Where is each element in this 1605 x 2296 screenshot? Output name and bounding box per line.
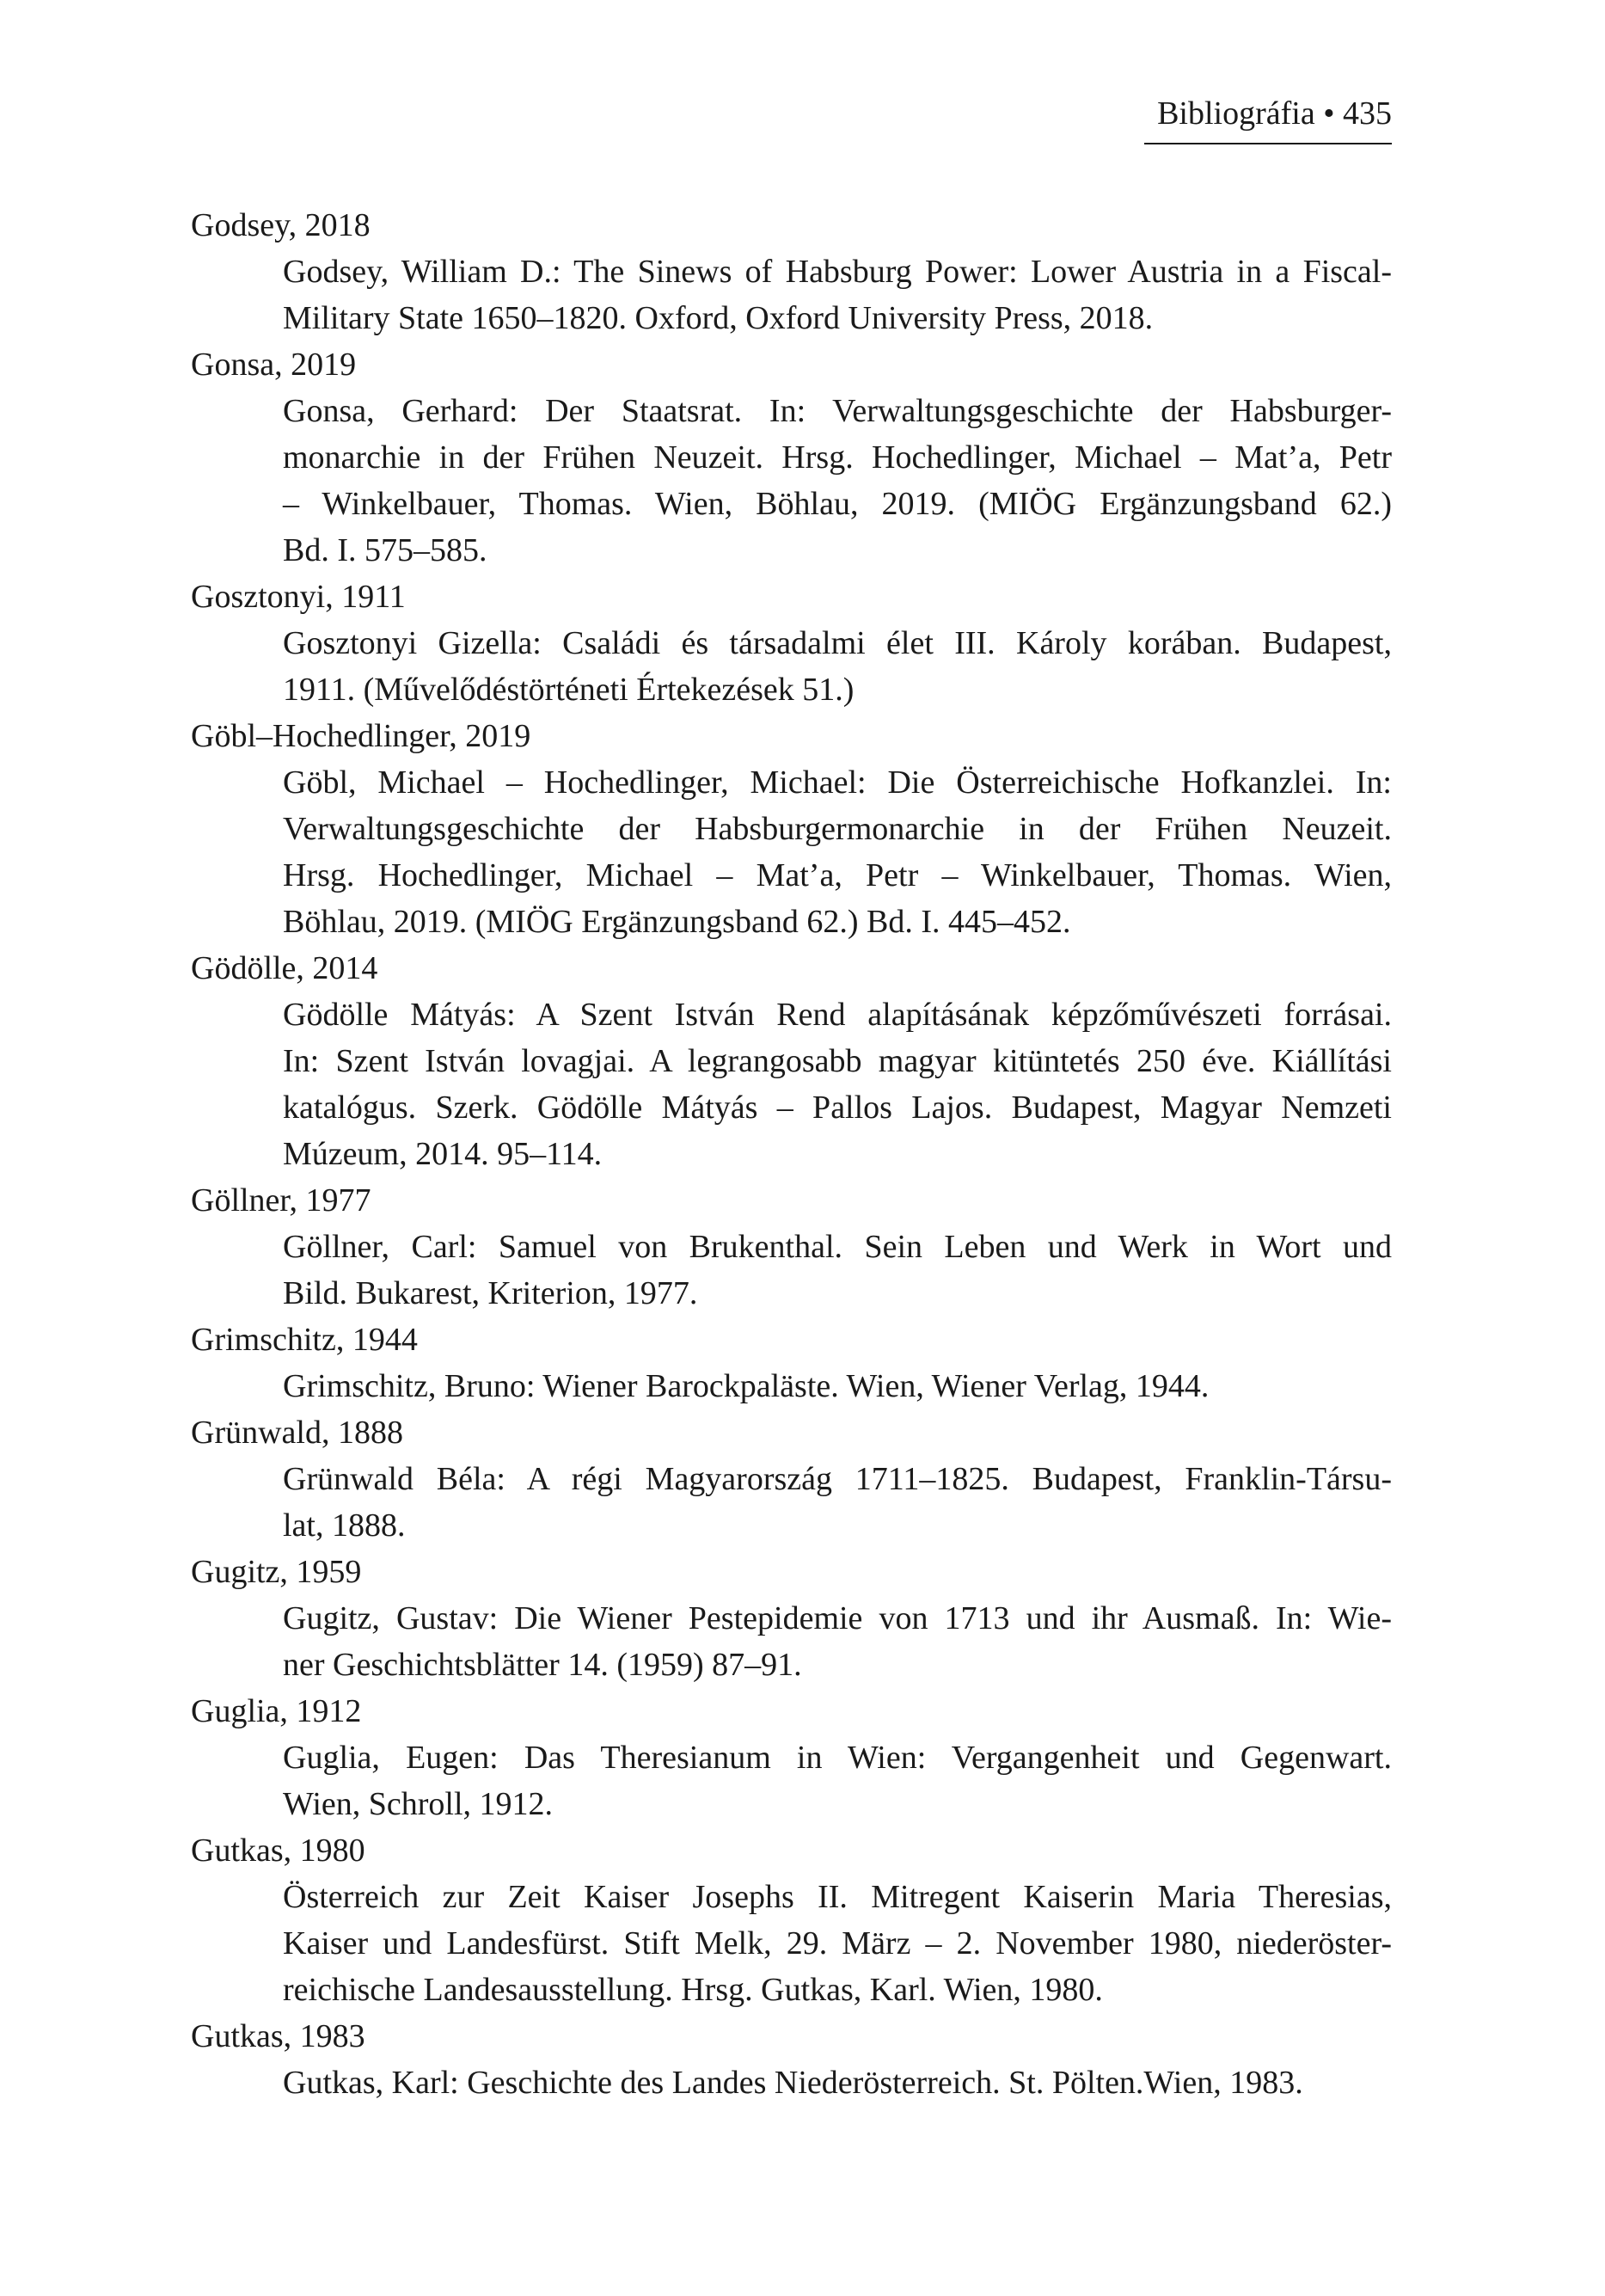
reference-line: Böhlau, 2019. (MIÖG Ergänzungsband 62.) Bd. I. 445–452. — [283, 904, 1071, 940]
entry-reference — [283, 1456, 1392, 1549]
reference-line: Gosztonyi Gizella: Családi és társadalmi élet III. Károly korában. Budapest, — [283, 625, 1392, 661]
reference-line: – Winkelbauer, Thomas. Wien, Böhlau, 2019. (MIÖG Ergänzungsband 62.) — [283, 486, 1392, 522]
reference-line: reichische Landesausstellung. Hrsg. Gutkas, Karl. Wien, 1980. — [283, 1972, 1103, 2008]
entry-reference — [283, 991, 1392, 1177]
entry-key: Göllner, 1977 — [191, 1182, 371, 1219]
running-head-rule — [1144, 143, 1392, 144]
reference-line: Múzeum, 2014. 95–114. — [283, 1136, 603, 1172]
entry-reference — [283, 1363, 1392, 1409]
entry-reference — [283, 2060, 1392, 2106]
reference-line: Bd. I. 575–585. — [283, 532, 487, 568]
entry-reference — [283, 1734, 1392, 1827]
reference-line: 1911. (Művelődéstörténeti Értekezések 51.) — [283, 672, 855, 708]
bibliography-entry — [191, 1827, 1392, 2013]
entry-key: Godsey, 2018 — [191, 207, 371, 243]
reference-line: Göbl, Michael – Hochedlinger, Michael: Die Österreichische Hofkanzlei. In: — [283, 764, 1392, 801]
reference-line: Verwaltungsgeschichte der Habsburgermonarchie in der Frühen Neuzeit. — [283, 811, 1392, 847]
reference-line: Gugitz, Gustav: Die Wiener Pestepidemie von 1713 und ihr Ausmaß. In: Wie- — [283, 1600, 1392, 1636]
page-number: 435 — [1343, 95, 1392, 132]
bibliography-entry — [191, 202, 1392, 341]
bibliography-entry — [191, 574, 1392, 713]
bibliography-list — [191, 202, 1392, 2106]
reference-line: Österreich zur Zeit Kaiser Josephs II. Mitregent Kaiserin Maria Theresias, — [283, 1879, 1392, 1915]
reference-line: ner Geschichtsblätter 14. (1959) 87–91. — [283, 1647, 802, 1683]
entry-reference — [283, 388, 1392, 574]
reference-line: Gonsa, Gerhard: Der Staatsrat. In: Verwaltungsgeschichte der Habsburger- — [283, 393, 1392, 429]
entry-reference — [283, 759, 1392, 945]
reference-line: Grünwald Béla: A régi Magyarország 1711–1825. Budapest, Franklin-Társu- — [283, 1461, 1392, 1497]
entry-key: Gonsa, 2019 — [191, 347, 357, 383]
entry-reference — [283, 620, 1392, 713]
entry-reference — [283, 249, 1392, 341]
bibliography-entry — [191, 1409, 1392, 1549]
entry-reference — [283, 1224, 1392, 1317]
entry-reference — [283, 1595, 1392, 1688]
reference-line: In: Szent István lovagjai. A legrangosabb magyar kitüntetés 250 éve. Kiállítási — [283, 1043, 1392, 1079]
running-head-bullet: • — [1323, 95, 1335, 132]
reference-line: Gutkas, Karl: Geschichte des Landes Niederösterreich. St. Pölten.Wien, 1983. — [283, 2065, 1303, 2101]
entry-key: Grimschitz, 1944 — [191, 1322, 418, 1358]
entry-key: Gutkas, 1983 — [191, 2018, 365, 2054]
bibliography-entry — [191, 1177, 1392, 1317]
bibliography-entry — [191, 2013, 1392, 2106]
entry-key: Gutkas, 1980 — [191, 1833, 365, 1869]
reference-line: Wien, Schroll, 1912. — [283, 1786, 554, 1822]
running-head-section: Bibliográfia — [1157, 95, 1315, 132]
entry-key: Gosztonyi, 1911 — [191, 579, 406, 615]
reference-line: Guglia, Eugen: Das Theresianum in Wien: Vergangenheit und Gegenwart. — [283, 1740, 1392, 1776]
entry-reference — [283, 1874, 1392, 2013]
reference-line: Göllner, Carl: Samuel von Brukenthal. Sein Leben und Werk in Wort und — [283, 1229, 1392, 1265]
bibliography-entry — [191, 945, 1392, 1177]
reference-line: lat, 1888. — [283, 1507, 406, 1544]
entry-key: Gugitz, 1959 — [191, 1554, 362, 1590]
bibliography-entry — [191, 1317, 1392, 1409]
reference-line: Grimschitz, Bruno: Wiener Barockpaläste. Wien, Wiener Verlag, 1944. — [283, 1368, 1210, 1404]
reference-line: Kaiser und Landesfürst. Stift Melk, 29. März – 2. November 1980, niederöster- — [283, 1925, 1392, 1961]
entry-key: Guglia, 1912 — [191, 1693, 362, 1729]
reference-line: Military State 1650–1820. Oxford, Oxford University Press, 2018. — [283, 300, 1154, 336]
reference-line: Hrsg. Hochedlinger, Michael – Mat’a, Petr – Winkelbauer, Thomas. Wien, — [283, 857, 1392, 893]
bibliography-entry — [191, 713, 1392, 945]
bibliography-entry — [191, 1688, 1392, 1827]
running-head — [1144, 93, 1392, 134]
bibliography-entry — [191, 341, 1392, 574]
entry-key: Göbl–Hochedlinger, 2019 — [191, 718, 531, 754]
reference-line: Gödölle Mátyás: A Szent István Rend alapításának képzőművészeti forrásai. — [283, 997, 1392, 1033]
bibliography-entry — [191, 1549, 1392, 1688]
reference-line: katalógus. Szerk. Gödölle Mátyás – Pallos Lajos. Budapest, Magyar Nemzeti — [283, 1090, 1392, 1126]
reference-line: monarchie in der Frühen Neuzeit. Hrsg. Hochedlinger, Michael – Mat’a, Petr — [283, 439, 1392, 476]
entry-key: Gödölle, 2014 — [191, 950, 378, 986]
entry-key: Grünwald, 1888 — [191, 1415, 403, 1451]
reference-line: Bild. Bukarest, Kriterion, 1977. — [283, 1275, 698, 1311]
reference-line: Godsey, William D.: The Sinews of Habsburg Power: Lower Austria in a Fiscal- — [283, 254, 1392, 290]
